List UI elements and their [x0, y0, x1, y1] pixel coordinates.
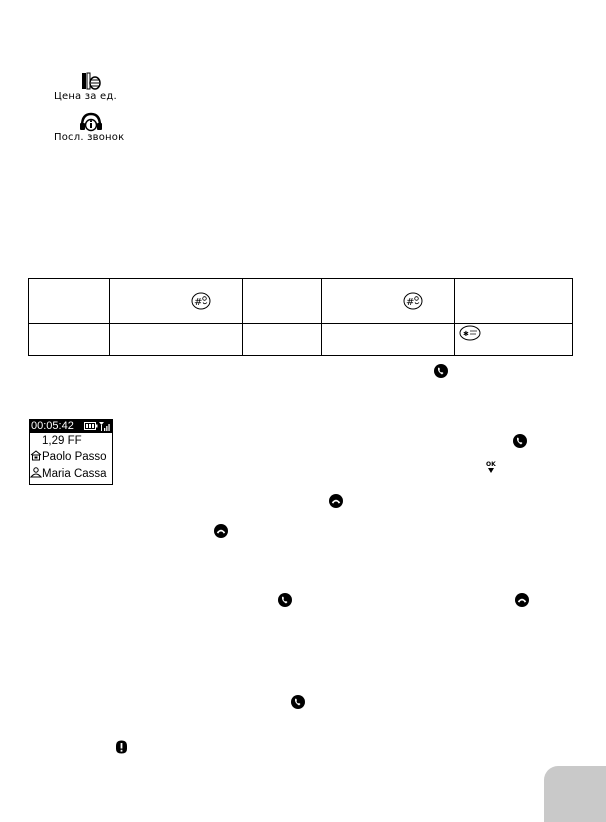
contact-person-icon [30, 467, 42, 483]
hash-key-icon [191, 292, 211, 310]
table-cell [243, 279, 322, 324]
home-phone-icon [30, 450, 42, 466]
status-bar [30, 420, 112, 433]
signal-icon [99, 421, 111, 431]
unit-price-icon [76, 70, 106, 92]
call-key-icon [434, 364, 448, 378]
hangup-key-icon [515, 593, 529, 607]
table-row [29, 324, 573, 356]
table-cell [322, 279, 455, 324]
contact-row [30, 449, 112, 466]
ok-key-indicator: OK [486, 462, 496, 475]
menu-item-last-call: Посл. звонок [54, 132, 125, 143]
table-row [29, 279, 573, 324]
hangup-key-icon [214, 524, 228, 538]
info-icon [115, 740, 128, 754]
hangup-key-icon [329, 494, 343, 508]
battery-icon [84, 422, 98, 430]
call-key-icon [513, 434, 527, 448]
contact-row [30, 466, 112, 483]
table-cell [110, 279, 243, 324]
table-cell [243, 324, 322, 356]
table-cell [110, 324, 243, 356]
table-cell [29, 279, 110, 324]
table-cell [455, 324, 573, 356]
call-timer: 00:05:42 [31, 420, 74, 432]
contact-name: Paolo Passo [42, 451, 107, 463]
contact-name: Maria Cassa [42, 468, 107, 480]
table-cell [455, 279, 573, 324]
operations-table [28, 278, 573, 356]
hash-key-icon [403, 292, 423, 310]
call-key-icon [291, 695, 305, 709]
phone-display [29, 419, 113, 485]
call-key-icon [278, 593, 292, 607]
svg-text:✱: ✱ [463, 330, 469, 338]
page-side-tab [544, 766, 606, 822]
last-call-icon [76, 110, 106, 132]
menu-item-unit-price: Цена за ед. [54, 91, 117, 102]
table-cell [29, 324, 110, 356]
svg-text:#: # [406, 297, 415, 308]
svg-text:#: # [194, 297, 203, 308]
star-key-icon [459, 325, 481, 341]
table-cell [322, 324, 455, 356]
down-arrow-icon [488, 468, 494, 473]
call-cost: 1,29 FF [42, 435, 82, 447]
